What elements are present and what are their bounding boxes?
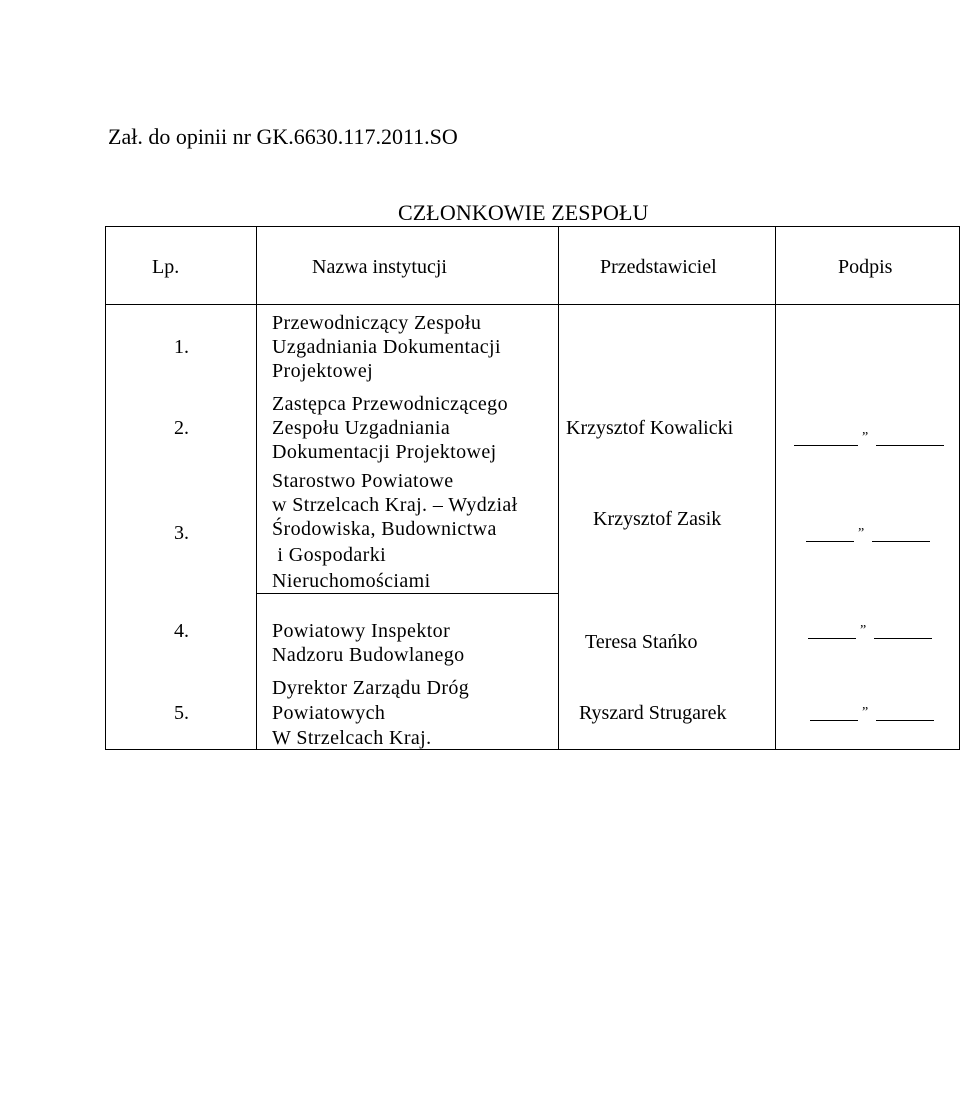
row-4-representative: Teresa Stańko [585,631,698,653]
row-2-lp: 2. [174,417,189,439]
row-4-lp: 4. [174,620,189,642]
column-divider [558,227,559,749]
row-5-institution-line-2: Powiatowych [272,702,386,724]
row-3-institution-line-1: Starostwo Powiatowe [272,470,454,492]
row-5-institution-line-3: W Strzelcach Kraj. [272,727,432,749]
row-3-signature-mark: ” [858,526,865,541]
row-1-institution-line-2: Uzgadniania Dokumentacji [272,336,501,358]
row-4-signature-line [808,623,932,640]
row-5-institution-line-1: Dyrektor Zarządu Dróg [272,677,470,699]
row-5-representative: Ryszard Strugarek [579,702,727,724]
column-header-representative: Przedstawiciel [600,256,717,278]
row-3-signature-line [806,526,930,543]
row-2-institution-line-3: Dokumentacji Projektowej [272,441,497,463]
row-3-institution-line-3: Środowiska, Budownictwa [272,518,497,540]
row-2-institution-line-1: Zastępca Przewodniczącego [272,393,508,415]
row-2-institution-line-2: Zespołu Uzgadniania [272,417,451,439]
row-5-signature-line [810,705,934,722]
column-header-signature: Podpis [838,256,893,278]
row-5-lp: 5. [174,702,189,724]
row-4-signature-mark: ” [860,623,867,638]
row-5-signature-mark: ” [862,705,869,720]
row-3-representative: Krzysztof Zasik [593,508,722,530]
row-3-institution-line-5: Nieruchomościami [272,570,431,592]
row-1-institution-line-1: Przewodniczący Zespołu [272,312,482,334]
row-2-signature-mark: ” [862,430,869,445]
row-2-signature-line [794,430,944,447]
row-2-representative: Krzysztof Kowalicki [566,417,734,439]
row-3-institution-line-4: i Gospodarki [272,544,387,566]
column-header-institution: Nazwa instytucji [312,256,447,278]
attachment-reference: Zał. do opinii nr GK.6630.117.2011.SO [108,124,458,149]
row-3-lp: 3. [174,522,189,544]
column-header-lp: Lp. [152,256,180,278]
row-4-institution-line-2: Nadzoru Budowlanego [272,644,465,666]
members-table [105,226,960,750]
row-1-lp: 1. [174,336,189,358]
table-title: CZŁONKOWIE ZESPOŁU [398,200,649,225]
header-divider [106,304,959,305]
column-divider [256,227,257,749]
row-1-institution-line-3: Projektowej [272,360,374,382]
row-4-institution-line-1: Powiatowy Inspektor [272,620,451,642]
column-divider [775,227,776,749]
row-3-institution-line-2: w Strzelcach Kraj. – Wydział [272,494,518,516]
row-divider [256,593,558,594]
